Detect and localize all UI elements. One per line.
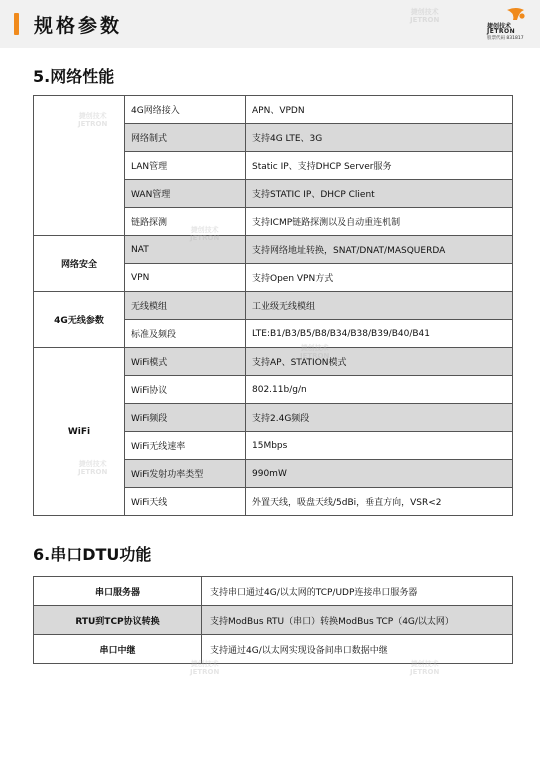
category-cell: 网络安全	[34, 236, 125, 292]
feature-value: 支持通过4G/以太网实现设备间串口数据中继	[202, 635, 513, 664]
param-label: 网络制式	[125, 124, 246, 152]
table-row	[34, 96, 513, 124]
param-value: 支持Open VPN方式	[246, 264, 513, 292]
watermark: 捷创技术 JETRON	[190, 226, 220, 242]
company-logo	[487, 7, 533, 43]
feature-value: 支持ModBus RTU（串口）转换ModBus TCP（4G/以太网）	[202, 606, 513, 635]
param-value: 990mW	[246, 460, 513, 488]
watermark: 捷创技术 JETRON	[78, 112, 108, 128]
feature-name: 串口服务器	[34, 577, 202, 606]
category-cell: WiFi	[34, 348, 125, 516]
logo-cn-text: 捷创技术	[487, 23, 512, 30]
watermark: 捷创技术 JETRON	[300, 344, 330, 360]
param-label: WiFi天线	[125, 488, 246, 516]
param-label: LAN管理	[125, 152, 246, 180]
logo-en-text: JETRON	[487, 28, 516, 35]
param-label: VPN	[125, 264, 246, 292]
param-label: WiFi发射功率类型	[125, 460, 246, 488]
param-value: LTE:B1/B3/B5/B8/B34/B38/B39/B40/B41	[246, 320, 513, 348]
param-value: 外置天线，吸盘天线/5dBi，垂直方向，VSR<2	[246, 488, 513, 516]
category-cell	[34, 96, 125, 236]
section-5-title: 5.网络性能	[33, 67, 115, 86]
param-value: 支持AP、STATION模式	[246, 348, 513, 376]
param-value: 支持ICMP链路探测以及自动重连机制	[246, 208, 513, 236]
table-row	[34, 577, 513, 606]
watermark: 捷创技术 JETRON	[410, 8, 440, 24]
param-value: 支持网络地址转换，SNAT/DNAT/MASQUERDA	[246, 236, 513, 264]
param-label: WiFi模式	[125, 348, 246, 376]
param-label: 链路探测	[125, 208, 246, 236]
param-value: 支持2.4G频段	[246, 404, 513, 432]
watermark: 捷创技术 JETRON	[78, 460, 108, 476]
logo-stock-code: 股票代码 831817	[487, 36, 524, 41]
serial-dtu-table	[33, 576, 513, 664]
param-value: 支持STATIC IP、DHCP Client	[246, 180, 513, 208]
page-header	[0, 0, 540, 48]
feature-name: 串口中继	[34, 635, 202, 664]
feature-name: RTU到TCP协议转换	[34, 606, 202, 635]
page-title: 规格参数	[34, 15, 123, 37]
table-row	[34, 236, 513, 264]
jetron-logo-icon	[505, 7, 527, 21]
param-value: APN、VPDN	[246, 96, 513, 124]
table-row	[34, 606, 513, 635]
param-value: 15Mbps	[246, 432, 513, 460]
table-row	[34, 348, 513, 376]
param-value: 802.11b/g/n	[246, 376, 513, 404]
param-label: WAN管理	[125, 180, 246, 208]
param-label: WiFi协议	[125, 376, 246, 404]
param-value: 工业级无线模组	[246, 292, 513, 320]
table-row	[34, 635, 513, 664]
param-label: 标准及频段	[125, 320, 246, 348]
param-label: WiFi频段	[125, 404, 246, 432]
section-6-title: 6.串口DTU功能	[33, 545, 152, 564]
table-row	[34, 292, 513, 320]
watermark: 捷创技术 JETRON	[190, 660, 220, 676]
param-value: 支持4G LTE、3G	[246, 124, 513, 152]
param-label: 4G网络接入	[125, 96, 246, 124]
header-accent-bar	[14, 13, 19, 35]
network-performance-table	[33, 95, 513, 516]
param-value: Static IP、支持DHCP Server服务	[246, 152, 513, 180]
category-cell: 4G无线参数	[34, 292, 125, 348]
param-label: 无线模组	[125, 292, 246, 320]
param-label: WiFi无线速率	[125, 432, 246, 460]
param-label: NAT	[125, 236, 246, 264]
feature-value: 支持串口通过4G/以太网的TCP/UDP连接串口服务器	[202, 577, 513, 606]
watermark: 捷创技术 JETRON	[410, 660, 440, 676]
